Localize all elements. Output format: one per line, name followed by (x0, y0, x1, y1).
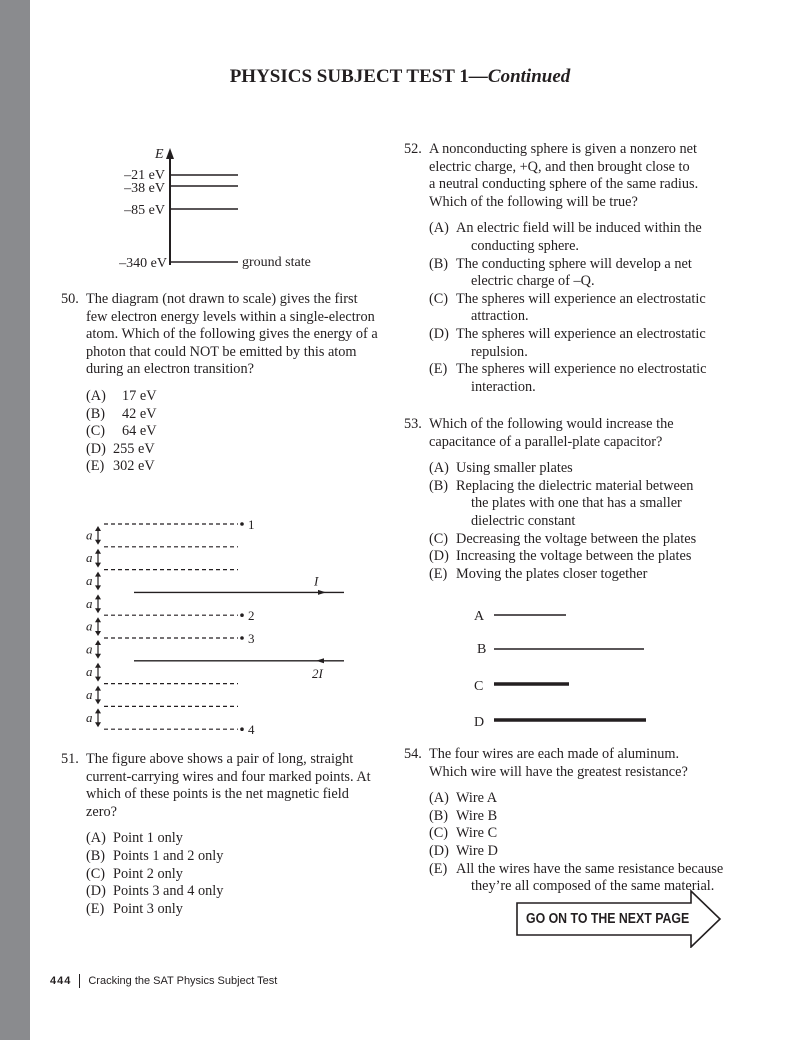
arrow-down-icon (95, 699, 101, 704)
choice-c[interactable] (86, 423, 381, 441)
marked-point (240, 613, 244, 617)
arrow-down-icon (95, 585, 101, 590)
energy-level-label: –38 eV (124, 181, 165, 196)
choice-text: All the wires have the same resistance because (456, 860, 724, 877)
question-number: 53. (404, 416, 422, 432)
energy-axis-arrow-icon (166, 148, 174, 159)
choice-label: (D) (86, 883, 106, 900)
arrow-down-icon (95, 540, 101, 545)
choice-label: (D) (429, 325, 449, 342)
point-label: 4 (248, 722, 255, 738)
choice-c[interactable] (86, 866, 381, 884)
spacing-label: a (86, 664, 93, 680)
page-title (0, 66, 800, 88)
choice-text: 302 eV (113, 458, 155, 475)
choice-label: (B) (429, 255, 449, 272)
choice-label: (E) (429, 565, 448, 582)
choice-label: (E) (429, 361, 448, 378)
choice-text: Using smaller plates (456, 460, 573, 477)
arrow-up-icon (95, 526, 101, 531)
marked-point (240, 636, 244, 640)
choice-a[interactable] (429, 790, 744, 808)
choice-text: Points 3 and 4 only (113, 883, 224, 900)
choice-label: (A) (86, 830, 106, 847)
choice-b[interactable] (429, 808, 744, 826)
stem-line: Which of the following will be true? (429, 193, 638, 210)
arrow-down-icon (95, 563, 101, 568)
marked-point (240, 522, 244, 526)
answer-choices (86, 830, 381, 918)
choice-a[interactable] (429, 220, 744, 255)
stem-line: a neutral conducting sphere of the same radius. (429, 176, 699, 193)
choice-c[interactable] (429, 531, 724, 549)
answer-choices (429, 790, 744, 896)
choice-label: (C) (86, 423, 106, 440)
arrow-down-icon (95, 631, 101, 636)
choice-e[interactable] (86, 458, 381, 476)
question-number: 51. (61, 751, 79, 767)
choice-a[interactable] (86, 388, 381, 406)
spacing-label: a (86, 595, 93, 611)
arrow-up-icon (95, 663, 101, 668)
choice-text: 42 eV (122, 405, 157, 422)
choice-d[interactable] (429, 326, 744, 361)
point-label: 1 (248, 517, 255, 532)
spacing-label: a (86, 709, 93, 725)
aluminum-wires-figure (460, 595, 680, 735)
energy-level-label: –85 eV (124, 203, 165, 218)
choice-text: Wire A (456, 790, 498, 807)
choice-b[interactable] (429, 256, 744, 291)
choice-c[interactable] (429, 291, 744, 326)
question-stem (429, 141, 744, 211)
question-54 (404, 746, 744, 896)
current-direction-arrow-icon (316, 658, 324, 663)
wire-label: C (474, 679, 484, 694)
title-main: PHYSICS SUBJECT TEST 1 (229, 66, 469, 87)
choice-b[interactable] (86, 406, 381, 424)
choice-d[interactable] (429, 843, 744, 861)
wire-label: D (474, 715, 485, 730)
answer-choices (429, 220, 744, 396)
answer-choices (429, 460, 724, 583)
choice-text: An electric field will be induced within the (456, 220, 702, 237)
spacing-label: a (86, 641, 93, 657)
current-wires-figure (80, 510, 360, 740)
choice-label: (A) (86, 387, 106, 404)
energy-level-label: –340 eV (119, 256, 167, 271)
arrow-up-icon (95, 594, 101, 599)
choice-text: Point 1 only (113, 830, 183, 847)
choice-text: Wire D (456, 842, 498, 859)
choice-text: The spheres will experience an electrostatic (456, 290, 706, 307)
choice-label: (E) (86, 458, 105, 475)
stem-line: electric charge, +Q, and then brought close to (429, 158, 690, 175)
spacing-label: a (86, 687, 93, 702)
energy-level-label: –21 eV (124, 168, 165, 183)
choice-text-cont: attraction. (471, 308, 529, 325)
spacing-label: a (86, 573, 93, 588)
choice-text: 255 eV (113, 440, 155, 457)
page-footer (50, 974, 277, 988)
ground-state-label: ground state (242, 255, 311, 270)
choice-a[interactable] (86, 830, 381, 848)
question-53 (404, 416, 724, 583)
wire-label: B (477, 642, 487, 657)
choice-label: (B) (429, 807, 449, 824)
choice-b[interactable] (86, 848, 381, 866)
arrow-up-icon (95, 640, 101, 645)
choice-text: The conducting sphere will develop a net (456, 255, 692, 272)
page-number: 444 (50, 974, 72, 987)
choice-text-cont: interaction. (471, 378, 536, 395)
answer-choices (86, 388, 381, 476)
wire-label: A (474, 609, 485, 624)
point-label: 2 (248, 608, 255, 624)
choice-text-cont: the plates with one that has a smaller dielectric constant (471, 495, 682, 529)
choice-label: (B) (429, 477, 449, 494)
spacing-label: a (86, 550, 93, 566)
choice-text: 17 eV (122, 387, 157, 404)
choice-text: 64 eV (122, 423, 157, 440)
arrow-down-icon (95, 608, 101, 613)
stem-line: A nonconducting sphere is given a nonzero net (429, 141, 697, 157)
arrow-up-icon (95, 708, 101, 713)
current-direction-arrow-icon (318, 590, 326, 595)
choice-label: (B) (86, 405, 106, 422)
question-51 (61, 751, 381, 918)
choice-label: (C) (429, 290, 449, 307)
arrow-down-icon (95, 654, 101, 659)
choice-e[interactable] (429, 361, 744, 396)
arrow-up-icon (95, 617, 101, 622)
question-52 (404, 141, 744, 396)
question-stem: The four wires are each made of aluminum. Which wire will have the greatest resistance? (429, 746, 688, 780)
choice-text: Increasing the voltage between the plates (456, 548, 692, 565)
choice-d[interactable] (86, 883, 381, 901)
current-label: 2I (312, 665, 323, 681)
energy-axis-label: E (155, 147, 164, 162)
choice-text: Point 3 only (113, 900, 183, 917)
choice-text: Point 2 only (113, 865, 183, 882)
choice-text: Wire B (456, 807, 498, 824)
choice-label: (C) (429, 825, 449, 842)
question-number: 52. (404, 141, 422, 157)
marked-point (240, 727, 244, 731)
choice-label: (C) (86, 865, 106, 882)
choice-label: (D) (429, 548, 449, 565)
current-label: I (314, 573, 319, 589)
choice-label: (A) (429, 790, 449, 807)
choice-c[interactable] (429, 825, 744, 843)
choice-text: Replacing the dielectric material between (456, 477, 694, 494)
next-page-label: GO ON TO THE NEXT PAGE (526, 911, 690, 927)
choice-label: (D) (86, 440, 106, 457)
footer-divider (79, 974, 80, 988)
choice-d[interactable] (86, 441, 381, 459)
choice-a[interactable] (429, 460, 724, 478)
energy-level-diagram (100, 140, 340, 280)
choice-label: (E) (86, 900, 105, 917)
question-number: 54. (404, 746, 422, 762)
choice-b[interactable] (429, 478, 724, 531)
arrow-up-icon (95, 572, 101, 577)
page-edge-bar (0, 0, 30, 1040)
choice-label: (C) (429, 530, 449, 547)
choice-e[interactable] (86, 901, 381, 919)
question-50 (61, 291, 381, 476)
choice-label: (A) (429, 460, 449, 477)
choice-text: Decreasing the voltage between the plates (456, 530, 697, 547)
title-suffix: —Continued (468, 66, 571, 87)
choice-text: Points 1 and 2 only (113, 847, 224, 864)
arrow-up-icon (95, 686, 101, 691)
spacing-label: a (86, 527, 93, 543)
choice-text-cont: conducting sphere. (471, 237, 579, 254)
choice-text-cont: they’re all composed of the same material. (471, 878, 715, 895)
choice-text-cont: repulsion. (471, 343, 528, 360)
choice-text-cont: electric charge of –Q. (471, 273, 595, 290)
choice-label: (B) (86, 847, 106, 864)
question-stem: The figure above shows a pair of long, straight current-carrying wires and four marked points. At which of these points is the net magnetic field zero? (86, 751, 371, 820)
choice-label: (D) (429, 842, 449, 859)
question-number: 50. (61, 291, 79, 307)
choice-label: (E) (429, 860, 448, 877)
question-stem: Which of the following would increase the capacitance of a parallel-plate capacitor? (429, 416, 674, 450)
choice-text: Moving the plates closer together (456, 565, 648, 582)
choice-text: The spheres will experience no electrostatic (456, 361, 707, 378)
point-label: 3 (248, 631, 255, 646)
next-page-button[interactable] (516, 890, 722, 948)
choice-text: Wire C (456, 825, 498, 842)
book-title: Cracking the SAT Physics Subject Test (88, 974, 278, 987)
arrow-up-icon (95, 549, 101, 554)
choice-label: (A) (429, 220, 449, 237)
spacing-label: a (86, 618, 93, 634)
choice-d[interactable] (429, 548, 724, 566)
arrow-down-icon (95, 722, 101, 727)
choice-e[interactable] (429, 566, 724, 584)
question-stem: The diagram (not drawn to scale) gives the first few electron energy levels within a single-electron atom. Which of the following gives the energy of a photon that could NOT be emitted by this atom during an electron transition? (86, 291, 378, 378)
arrow-down-icon (95, 677, 101, 682)
choice-text: The spheres will experience an electrostatic (456, 325, 706, 342)
